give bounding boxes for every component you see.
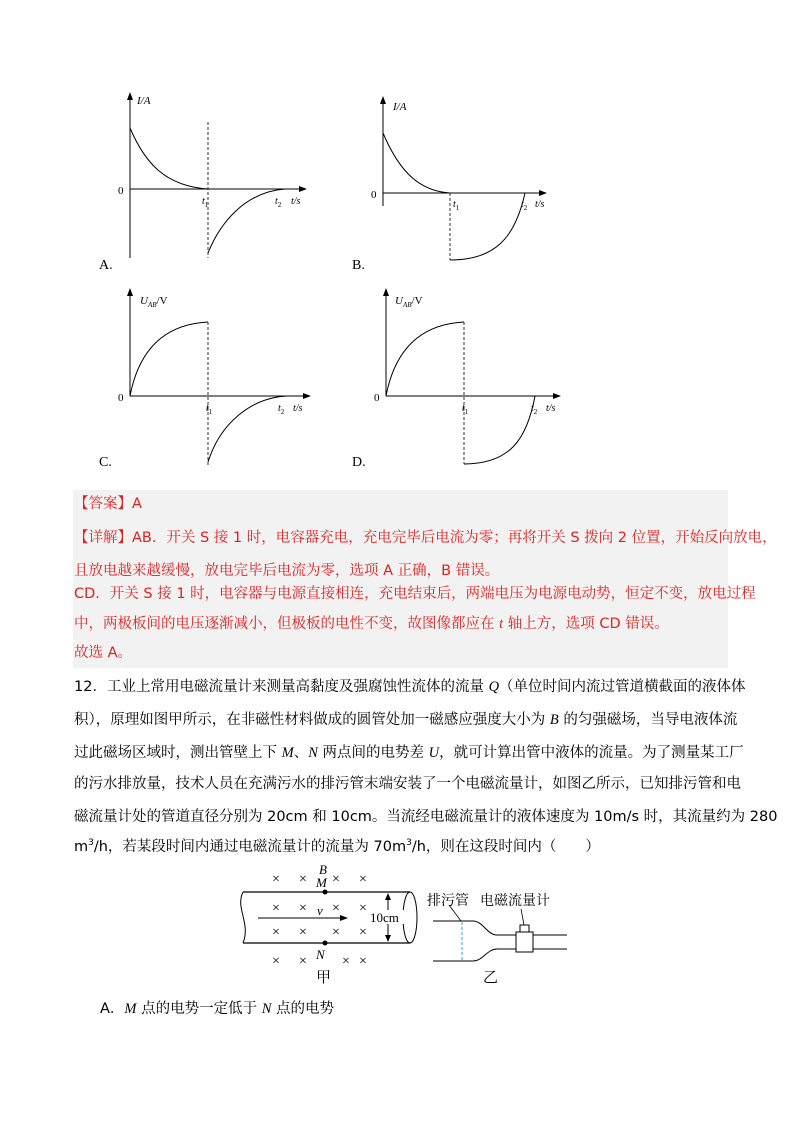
graph-a bbox=[95, 88, 325, 273]
y-axis-label: I/A bbox=[393, 101, 407, 113]
svg-text:×: × bbox=[299, 872, 307, 887]
y-axis-arrow bbox=[380, 96, 386, 104]
graph-b bbox=[345, 88, 575, 273]
t1-label: $t_1$ bbox=[462, 403, 469, 416]
x-axis-label: t/s bbox=[291, 196, 301, 207]
x-axis-label: t/s bbox=[293, 403, 303, 414]
conclusion-line: 故选 A。 bbox=[74, 645, 133, 661]
y-axis-label: $U_{AB}/V$ bbox=[140, 295, 168, 309]
question-line-3: 过此磁场区域时，测出管壁上下 M、N 两点间的电势差 U，就可计算出管中液体的流量。为了测量某工厂 bbox=[74, 745, 744, 761]
svg-text:×: × bbox=[299, 954, 307, 969]
x-axis-arrow bbox=[299, 186, 307, 192]
option-d-label: D. bbox=[352, 455, 366, 470]
option-c-label: C. bbox=[99, 455, 112, 470]
curve-voltage-rise bbox=[386, 322, 464, 396]
question-line-2: 积），原理如图甲所示，在非磁性材料做成的圆管处加一磁感应强度大小为 B 的匀强磁场，当导电液体流 bbox=[74, 712, 738, 728]
question-line-1: 12．工业上常用电磁流量计来测量高黏度及强腐蚀性流体的流量 Q（单位时间内流过管道横截面的液体体 bbox=[74, 679, 746, 695]
point-n bbox=[323, 941, 328, 946]
origin-label: 0 bbox=[118, 185, 124, 197]
diameter-label: 10cm bbox=[370, 910, 399, 925]
question-line-4: 的污水排放量，技术人员在充满污水的排污管末端安装了一个电磁流量计，如图乙所示，已知排污管和电 bbox=[74, 776, 741, 792]
curve-voltage-rise bbox=[130, 322, 208, 396]
question-line-5: 磁流量计处的管道直径分别为 20cm 和 10cm。当流经电磁流量计的液体速度为 10m/s 时，其流量约为 280 bbox=[74, 809, 778, 825]
t2-label: $t_2$ bbox=[521, 199, 528, 212]
origin-label: 0 bbox=[118, 392, 124, 404]
y-axis-arrow bbox=[127, 288, 133, 296]
velocity-arrowhead bbox=[340, 915, 348, 921]
sewage-pipe-label: 排污管 bbox=[427, 894, 469, 909]
velocity-label: v bbox=[317, 903, 323, 918]
y-axis-arrow bbox=[383, 288, 389, 296]
figure-yi bbox=[425, 885, 575, 990]
svg-text:×: × bbox=[299, 901, 307, 916]
t1-label: $t_1$ bbox=[206, 403, 213, 416]
t2-label: $t_2$ bbox=[278, 403, 285, 416]
point-n-label: N bbox=[316, 947, 325, 962]
figure-jia-caption: 甲 bbox=[316, 970, 332, 986]
pipe-left-end bbox=[241, 892, 246, 943]
svg-text:×: × bbox=[272, 872, 280, 887]
svg-text:×: × bbox=[272, 925, 280, 940]
field-b-label: B bbox=[319, 862, 327, 877]
option-a-text: A．M 点的电势一定低于 N 点的电势 bbox=[100, 1001, 335, 1017]
point-m bbox=[323, 890, 328, 895]
t2-label: $t_2$ bbox=[275, 196, 282, 209]
svg-text:×: × bbox=[272, 901, 280, 916]
y-axis-label: $U_{AB}/V$ bbox=[395, 295, 423, 309]
x-axis-arrow bbox=[539, 190, 547, 196]
svg-text:×: × bbox=[342, 954, 350, 969]
curve-positive-decay bbox=[383, 133, 450, 193]
origin-label: 0 bbox=[374, 392, 380, 404]
curve-voltage-negative-decay bbox=[208, 396, 287, 462]
curve-negative-growth bbox=[450, 193, 525, 260]
explanation-line-2: 且放电越来越缓慢，放电完毕后电流为零，选项 A 正确，B 错误。 bbox=[74, 563, 500, 579]
svg-text:×: × bbox=[359, 901, 367, 916]
taper-bottom bbox=[473, 949, 497, 961]
explanation-line-1: 【详解】AB．开关 S 接 1 时，电容器充电，充电完毕后电流为零；再将开关 S 拨向 2 位置，开始反向放电， bbox=[74, 530, 777, 546]
x-axis-arrow bbox=[303, 393, 311, 399]
diameter-arrow-top bbox=[385, 893, 391, 900]
curve-voltage-negative-growth bbox=[464, 396, 535, 464]
option-b-label: B. bbox=[352, 258, 365, 273]
curve-positive-decay bbox=[130, 128, 208, 189]
graph-d bbox=[345, 284, 575, 469]
y-axis-label: I/A bbox=[137, 95, 151, 107]
x-axis-arrow bbox=[553, 393, 561, 399]
svg-text:×: × bbox=[359, 872, 367, 887]
figure-jia bbox=[238, 858, 428, 988]
flow-meter-body bbox=[516, 932, 533, 952]
origin-label: 0 bbox=[371, 189, 377, 201]
svg-text:×: × bbox=[332, 901, 340, 916]
curve-negative-decay bbox=[208, 189, 285, 253]
option-a-label: A. bbox=[99, 258, 113, 273]
t2-label: $t_2$ bbox=[531, 403, 538, 416]
svg-text:×: × bbox=[332, 872, 340, 887]
flow-meter-label: 电磁流量计 bbox=[480, 894, 550, 909]
svg-text:×: × bbox=[359, 954, 367, 969]
y-axis-arrow bbox=[127, 92, 133, 100]
explanation-line-4: 中，两极板间的电压逐渐减小，但极板的电性不变，故图像都应在 t 轴上方，选项 CD 错误。 bbox=[74, 616, 669, 632]
svg-text:×: × bbox=[299, 925, 307, 940]
diameter-arrow-bottom bbox=[385, 935, 391, 942]
flow-meter-top bbox=[520, 925, 529, 932]
meter-leader-line bbox=[521, 909, 524, 925]
svg-text:×: × bbox=[332, 925, 340, 940]
point-m-label: M bbox=[316, 875, 327, 890]
answer-line: 【答案】A bbox=[74, 496, 142, 512]
svg-text:×: × bbox=[359, 925, 367, 940]
explanation-line-3: CD．开关 S 接 1 时，电容器与电源直接相连，充电结束后，两端电压为电源电动势，恒定不变，放电过程 bbox=[74, 586, 756, 602]
t1-label: $t_1$ bbox=[453, 199, 460, 212]
taper-top bbox=[473, 921, 497, 935]
t1-label: $t_1$ bbox=[202, 196, 209, 209]
x-axis-label: t/s bbox=[535, 199, 545, 210]
x-axis-label: t/s bbox=[546, 403, 556, 414]
figure-yi-caption: 乙 bbox=[483, 970, 499, 986]
question-line-6: $m^3/h$，若某段时间内通过电磁流量计的流量为 $70m^3/h$，则在这段时间内（ ） bbox=[74, 838, 600, 855]
svg-text:×: × bbox=[272, 954, 280, 969]
graph-c bbox=[95, 284, 325, 469]
